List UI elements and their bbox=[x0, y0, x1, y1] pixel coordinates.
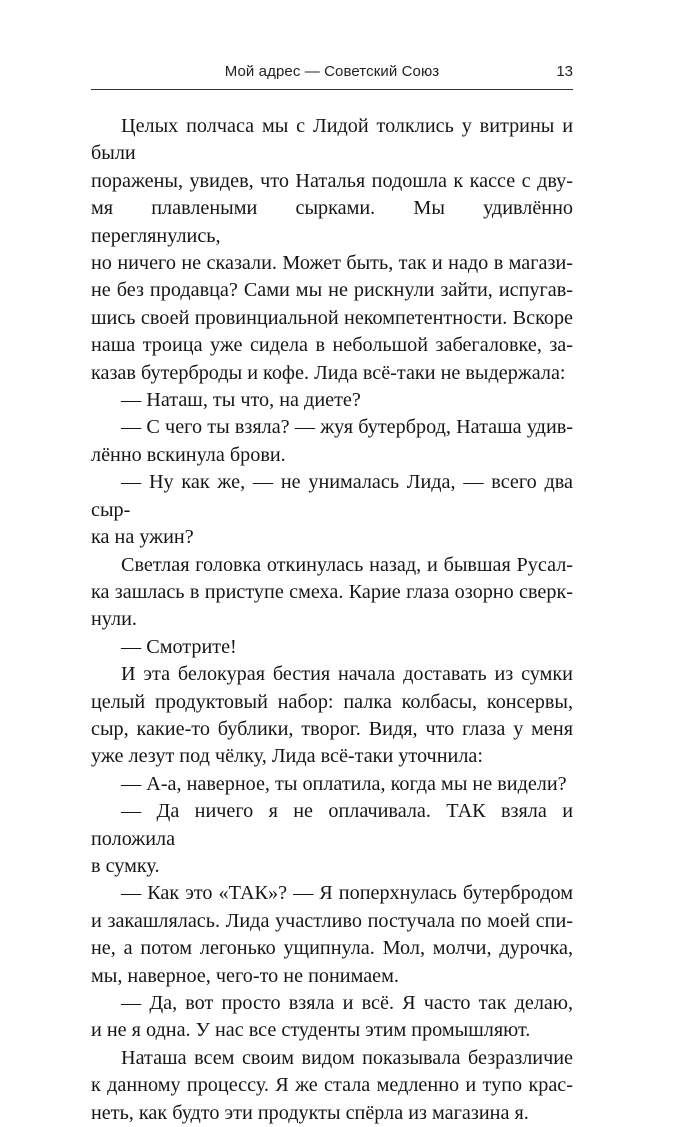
text-line: И эта белокурая бестия начала доставать из сумки bbox=[121, 663, 573, 686]
text-line: ка на ужин? bbox=[91, 526, 194, 549]
paragraph bbox=[91, 771, 573, 798]
text-line: — Смотрите! bbox=[121, 635, 237, 658]
text-line: мы, наверное, чего-то не понимаем. bbox=[91, 964, 399, 987]
text-line: Наташа всем своим видом показывала безразличие bbox=[121, 1046, 573, 1069]
text-line: но ничего не сказали. Может быть, так и надо в магази- bbox=[91, 252, 573, 275]
body-text bbox=[91, 113, 573, 1127]
text-line: поражены, увидев, что Наталья подошла к кассе с дву- bbox=[91, 169, 573, 192]
text-line: шись своей провинциальной некомпетентности. Вскоре bbox=[91, 306, 573, 329]
text-line: и закашлялась. Лида участливо постучала по моей спи- bbox=[91, 909, 573, 932]
text-line: не, а потом легонько ущипнула. Мол, молчи, дурочка, bbox=[91, 937, 573, 960]
text-line: Целых полчаса мы с Лидой толклись у витрины и были bbox=[91, 115, 573, 165]
text-line: ка зашлась в приступе смеха. Карие глаза озорно сверк- bbox=[91, 580, 573, 603]
text-line: к данному процессу. Я же стала медленно и тупо крас- bbox=[91, 1074, 573, 1097]
text-line: наша троица уже сидела в небольшой забегаловке, за- bbox=[91, 334, 573, 357]
text-line: казав бутерброды и кофе. Лида всё-таки не выдержала: bbox=[91, 361, 566, 384]
text-line: неть, как будто эти продукты спёрла из магазина я. bbox=[91, 1101, 529, 1124]
text-line: — Да ничего я не оплачивала. ТАК взяла и положила bbox=[91, 800, 573, 850]
text-line: лённо вскинула брови. bbox=[91, 443, 286, 466]
text-line: — С чего ты взяла? — жуя бутерброд, Наташа удив- bbox=[121, 416, 573, 439]
text-line: — Да, вот просто взяла и всё. Я часто так делаю, bbox=[121, 992, 573, 1014]
text-line: — Ну как же, — не унималась Лида, — всего два сыр- bbox=[91, 471, 573, 521]
text-line: — А-а, наверное, ты оплатила, когда мы не видели? bbox=[121, 772, 567, 795]
paragraph bbox=[91, 469, 573, 551]
paragraph bbox=[91, 990, 573, 1045]
paragraph bbox=[91, 798, 573, 880]
paragraph bbox=[91, 552, 573, 634]
text-line: сыр, какие-то бублики, творог. Видя, что глаза у меня bbox=[91, 717, 573, 740]
paragraph bbox=[91, 113, 573, 387]
text-line: — Наташ, ты что, на диете? bbox=[121, 389, 361, 412]
text-line: — Как это «ТАК»? — Я поперхнулась бутербродом bbox=[121, 882, 573, 905]
paragraph bbox=[91, 387, 573, 414]
text-line: и не я одна. У нас все студенты этим промышляют. bbox=[91, 1019, 531, 1042]
paragraph bbox=[91, 634, 573, 661]
header-rule bbox=[91, 89, 573, 90]
paragraph bbox=[91, 880, 573, 990]
running-title: Мой адрес — Советский Союз bbox=[224, 63, 440, 80]
text-line: не без продавца? Сами мы не рискнули зайти, испугав- bbox=[91, 279, 573, 302]
paragraph bbox=[91, 1045, 573, 1127]
text-line: мя плавлеными сырками. Мы удивлённо переглянулись, bbox=[91, 197, 573, 247]
paragraph bbox=[91, 414, 573, 469]
paragraph bbox=[91, 661, 573, 771]
text-line: в сумку. bbox=[91, 854, 160, 877]
text-line: уже лезут под чёлку, Лида всё-таки уточнила: bbox=[91, 745, 483, 768]
text-line: Светлая головка откинулась назад, и бывшая Русал- bbox=[121, 553, 573, 576]
running-header bbox=[91, 63, 573, 85]
text-line: нули. bbox=[91, 608, 137, 631]
page-number: 13 bbox=[556, 63, 573, 80]
text-line: целый продуктовый набор: палка колбасы, консервы, bbox=[91, 690, 573, 713]
